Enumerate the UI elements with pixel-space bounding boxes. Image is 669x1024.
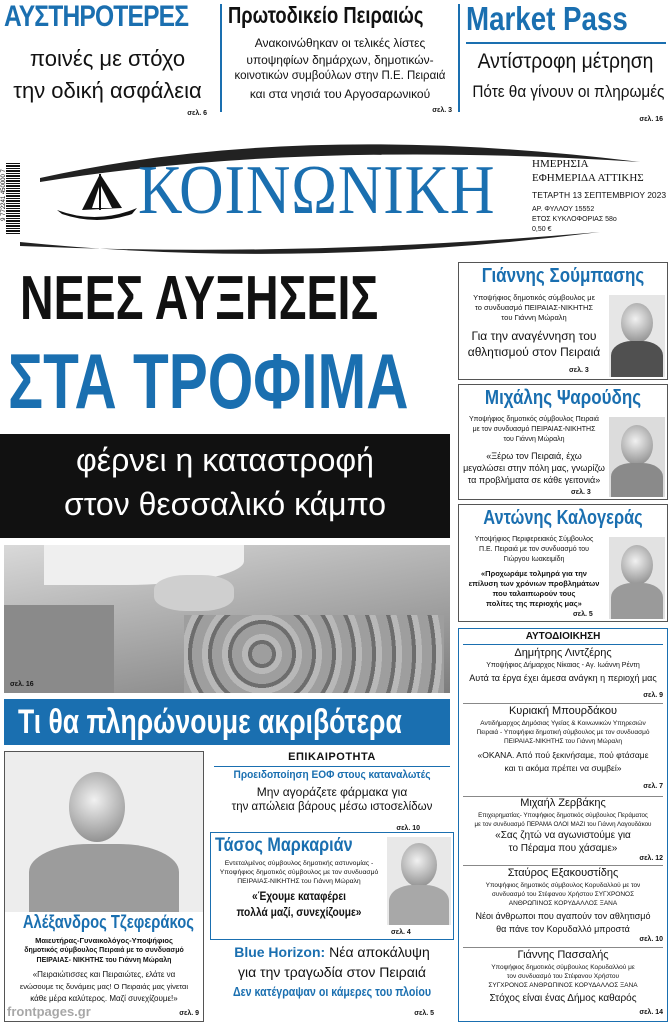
- person-desc: με τον συνδυασμό ΠΕΙΡΑΙΑΣ-ΝΙΚΗΤΗΣ: [472, 426, 596, 433]
- person-desc: τον συνδυασμό του Στέφανου Χρήστου: [506, 973, 620, 980]
- quote: «ΟΚΑΝΑ. Από πού ξεκινήσαμε, πού φτάσαμε: [477, 750, 649, 760]
- person-desc: ΠΕΙΡΑΙΑΣ-ΝΙΚΗΤΗΣ του Γιάννη Μώραλη: [503, 738, 623, 745]
- teaser-line: την οδική ασφάλεια: [13, 78, 202, 103]
- top-middle-teaser[interactable]: [224, 0, 456, 118]
- quote: «Πειραιώτισσες και Πειραιώτες, ελάτε να: [32, 970, 176, 979]
- person-name: Αντώνης Καλογεράς: [483, 507, 643, 529]
- quote: τα προβλήματα σε κάθε γειτονιά»: [467, 475, 601, 485]
- page-ref: σελ. 3: [432, 107, 452, 114]
- top-right-teaser[interactable]: [462, 0, 669, 128]
- portrait-photo: [387, 837, 451, 925]
- person-name: Γιάννης Σούμπασης: [481, 265, 645, 287]
- quote: «Προχωράμε τολμηρά για την: [481, 569, 587, 578]
- story-line: την απώλεια βάρους μέσω ιστοσελίδων: [231, 801, 433, 813]
- quote: πολλά μαζί, συνεχίζουμε»: [236, 905, 362, 919]
- story-lead: Blue Horizon:: [234, 944, 326, 960]
- masthead: [0, 130, 669, 255]
- teaser-line: ποινές με στόχο: [29, 46, 186, 71]
- story-kalogeras[interactable]: [458, 504, 668, 622]
- top-left-teaser[interactable]: [0, 0, 215, 118]
- story-psaroudis[interactable]: [458, 384, 668, 500]
- quote: κάθε μέρα καλύτερος. Μαζί συνεχίζουμε!»: [30, 994, 178, 1003]
- quote: μεγαλώσει στην πόλη μας, γνωρίζω: [463, 463, 605, 473]
- person-desc: Υποψήφιος δημοτικός σύμβουλος Κορυδαλλού με: [491, 964, 635, 971]
- quote: αθλητισμού στον Πειραιά: [467, 345, 601, 359]
- person-desc: Υποψήφιος δημοτικός σύμβουλος με: [473, 293, 595, 302]
- issue-number: ΑΡ. ΦΥΛΛΟΥ 15552: [532, 206, 595, 213]
- story-exakoustidis[interactable]: [459, 867, 667, 945]
- person-name: Μιχάλης Ψαρούδης: [484, 387, 642, 409]
- page-ref: σελ. 5: [573, 611, 593, 618]
- person-desc: του Γιάννη Μώραλη: [501, 313, 567, 322]
- person-desc: ΑΝΘΡΩΠΙΝΟΣ ΚΟΡΥΔΑΛΛΟΣ ΞΑΝΑ: [508, 900, 618, 907]
- person-name: Μιχαήλ Ζερβάκης: [520, 797, 606, 809]
- issue-price: 0,50 €: [532, 226, 552, 233]
- person-desc: συνδυασμό του Στέφανου Χρήστου ΣΥΓΧΡΟΝΟΣ: [491, 891, 635, 898]
- masthead-title: ΚΟΙΝΩΝΙΚΗ: [138, 152, 496, 229]
- quote: «Έχουμε καταφέρει: [251, 889, 347, 903]
- teaser-headline: Market Pass: [466, 0, 628, 37]
- quote: θα πάνε τον Κορυδαλλό μπροστά: [496, 924, 630, 934]
- portrait-photo: [609, 295, 665, 377]
- quote: Αυτά τα έργα έχει άμεσα ανάγκη η περιοχή μας: [469, 673, 657, 683]
- person-desc: με τον συνδυασμό ΠΕΡΑΜΑ ΟΛΟΙ ΜΑΖΙ του Γιάννη Λαγουδάκου: [474, 821, 652, 828]
- story-blue-horizon[interactable]: [210, 944, 454, 1022]
- story-line: Μην αγοράζετε φάρμακα για: [256, 785, 408, 799]
- person-desc: το συνδυασμό ΠΕΙΡΑΙΑΣ-ΝΙΚΗΤΗΣ: [474, 303, 594, 312]
- story-markarian[interactable]: [210, 832, 454, 940]
- quote: Νέοι άνθρωποι που αγαπούν τον αθλητισμό: [475, 911, 651, 921]
- person-desc: Εντεταλμένος σύμβουλος δημοτικής αστυνομίας -: [224, 860, 374, 867]
- page-ref: σελ. 12: [639, 855, 663, 862]
- teaser-line: Πότε θα γίνουν οι πληρωμές: [472, 82, 665, 101]
- banner-text: Τι θα πληρώνουμε ακριβότερα: [18, 703, 402, 741]
- page-ref: σελ. 3: [569, 367, 589, 374]
- story-headline: Δεν κατέγραψαν οι κάμερες του πλοίου: [232, 984, 432, 999]
- page-ref: σελ. 10: [639, 936, 663, 943]
- person-desc: ΠΕΙΡΑΙΑΣ-ΝΙΚΗΤΗΣ του Γιάννη Μώραλη: [237, 878, 361, 885]
- page-ref: σελ. 14: [639, 1009, 663, 1016]
- page-ref: σελ. 3: [571, 489, 591, 496]
- person-name: Δημήτρης Λιντζέρης: [514, 647, 612, 659]
- quote: «Ξέρω τον Πειραιά, έχω: [486, 451, 582, 461]
- page-ref: σελ. 5: [414, 1010, 434, 1017]
- person-desc: Υποψήφιος δημοτικός σύμβουλος με τον συνδυασμό: [219, 869, 379, 876]
- portrait-photo: [5, 752, 203, 912]
- person-desc: του Γιάννη Μώραλη: [503, 436, 565, 443]
- quote: το Πέραμα που χάσαμε»: [508, 843, 618, 854]
- person-desc: Αντιδήμαρχος Δημόσιας Υγείας & Κοινωνικών Υπηρεσιών: [480, 720, 646, 727]
- page-ref: σελ. 10: [396, 825, 420, 832]
- quote: επίλυση των χρόνιων προβλημάτων: [468, 579, 600, 588]
- banner[interactable]: [4, 699, 450, 745]
- teaser-headline: Πρωτοδικείο Πειραιώς: [228, 2, 424, 28]
- person-name: Τάσος Μαρκαριάν: [215, 835, 353, 856]
- issue-year: ΕΤΟΣ ΚΥΚΛΟΦΟΡΙΑΣ 58ο: [532, 216, 617, 223]
- story-line: για την τραγωδία στον Πειραιά: [237, 964, 427, 980]
- section-header: ΕΠΙΚΑΙΡΟΤΗΤΑ: [288, 751, 376, 763]
- quote: «Σας ζητώ να αγωνιστούμε για: [495, 830, 631, 841]
- story-eof[interactable]: [210, 751, 454, 831]
- page-ref: σελ. 16: [10, 681, 34, 688]
- autodioikisi-section: [458, 628, 668, 1022]
- main-subheadline: στον θεσσαλικό κάμπο: [63, 486, 387, 522]
- divider: [466, 42, 666, 44]
- story-line: Νέα αποκάλυψη: [329, 944, 430, 960]
- teaser-line: και στα νησιά του Αργοσαρωνικού: [249, 87, 431, 101]
- person-desc: δημοτικός σύμβουλος Πειραιά με το συνδυασμό: [24, 947, 184, 954]
- story-bourdakou[interactable]: [459, 705, 667, 795]
- teaser-line: Αντίστροφη μέτρηση: [477, 50, 654, 73]
- story-lintzeris[interactable]: [459, 646, 667, 702]
- teaser-line: Ανακοινώθηκαν οι τελικές λίστες: [254, 36, 426, 50]
- page-ref: σελ. 4: [391, 929, 411, 936]
- person-desc: Επιχειρηματίας- Υποψήφιος δημοτικός σύμβουλος Περάματος: [478, 812, 648, 819]
- teaser-headline: ΑΥΣΤΗΡΟΤΕΡΕΣ: [4, 0, 189, 33]
- teaser-line: υποψηφίων δημάρχων, δημοτικών-: [246, 53, 434, 67]
- story-passalis[interactable]: [459, 949, 667, 1021]
- page-ref: σελ. 6: [187, 110, 207, 117]
- quote: πολίτες της περιοχής μας»: [486, 599, 582, 608]
- person-name: Γιάννης Πασσαλής: [517, 949, 609, 961]
- person-desc: Υποψήφιος Δήμαρχος Νίκαιας - Αγ. Ιωάννη Ρέντη: [486, 662, 640, 669]
- main-subheadline: φέρνει η καταστροφή: [76, 442, 374, 478]
- quote: και τι ακόμα πρέπει να συμβεί»: [504, 763, 622, 773]
- issue-date: ΤΕΤΑΡΤΗ 13 ΣΕΠΤΕΜΒΡΙΟΥ 2023: [532, 190, 667, 200]
- person-desc: Υποψήφιος δημοτικός σύμβουλος Πειραιά: [469, 416, 599, 423]
- person-desc: Π.Ε. Πειραιά με τον συνδυασμό του: [479, 546, 589, 553]
- portrait-photo: [609, 417, 665, 497]
- page-ref: σελ. 9: [643, 692, 663, 699]
- page-ref: σελ. 16: [639, 116, 663, 123]
- person-desc: Υποψήφιος Περιφερειακός Σύμβουλος: [474, 536, 594, 543]
- main-subheadline-box: [0, 434, 450, 538]
- section-header: ΑΥΤΟΔΙΟΙΚΗΣΗ: [525, 631, 601, 642]
- person-desc: Πειραιά - Υποψήφια δημοτική σύμβουλος με τον συνδυασμό: [476, 729, 650, 736]
- divider: [220, 4, 222, 112]
- person-desc: Γιώργου Ιωακειμίδη: [503, 556, 565, 563]
- quote: Στόχος είναι ένας Δήμος καθαρός: [489, 993, 637, 1004]
- person-desc: ΣΥΓΧΡΟΝΟΣ ΑΝΘΡΩΠΙΝΟΣ ΚΟΡΥΔΑΛΛΟΣ ΞΑΝΑ: [488, 982, 638, 989]
- main-headline-1: ΝΕΕΣ ΑΥΞΗΣΕΙΣ: [20, 264, 379, 333]
- divider: [458, 4, 460, 112]
- ship-logo-icon: [52, 170, 142, 230]
- teaser-line: κοινοτικών συμβούλων στην Π.Ε. Πειραιά: [234, 70, 446, 82]
- person-name: Αλέξανδρος Τζεφεράκος: [22, 912, 194, 932]
- barcode-number: 9 772241 450000 7: [0, 169, 7, 221]
- page-ref: σελ. 7: [643, 783, 663, 790]
- page-ref: σελ. 9: [179, 1010, 199, 1017]
- story-zervakis[interactable]: [459, 797, 667, 862]
- person-desc: ΠΕΙΡΑΙΑΣ- ΝΙΚΗΤΗΣ του Γιάννη Μώραλη: [36, 957, 172, 964]
- person-desc: Μαιευτήρας-Γυναικολόγος-Υποψήφιος: [35, 936, 173, 945]
- quote: ενώσουμε τις δυνάμεις μας! Ο Πειραιάς μας γίνεται: [19, 982, 189, 991]
- main-headline-2: ΣΤΑ ΤΡΟΦΙΜΑ: [8, 337, 409, 425]
- portrait-photo: [609, 537, 665, 619]
- watermark: frontpages.gr: [7, 1004, 91, 1019]
- story-soumpasis[interactable]: [458, 262, 668, 380]
- story-headline: Προειδοποίηση ΕΟΦ στους καταναλωτές: [233, 769, 431, 781]
- person-desc: Υποψήφιος δημοτικός σύμβουλος Κορυδαλλού με τον: [485, 882, 641, 889]
- person-name: Κυριακή Μπουρδάκου: [508, 705, 618, 717]
- masthead-subtitle: ΗΜΕΡΗΣΙΑ: [532, 158, 589, 170]
- quote: Για την αναγέννηση του: [471, 329, 597, 343]
- quote: που ταλαιπωρούν τους: [492, 589, 576, 598]
- vegetables-photo: [4, 545, 450, 693]
- barcode: [6, 162, 20, 234]
- story-tzeferakos[interactable]: [4, 751, 204, 1022]
- masthead-subtitle: ΕΦΗΜΕΡΙΔΑ ΑΤΤΙΚΗΣ: [532, 172, 644, 184]
- person-name: Σταύρος Εξακουστίδης: [507, 867, 619, 879]
